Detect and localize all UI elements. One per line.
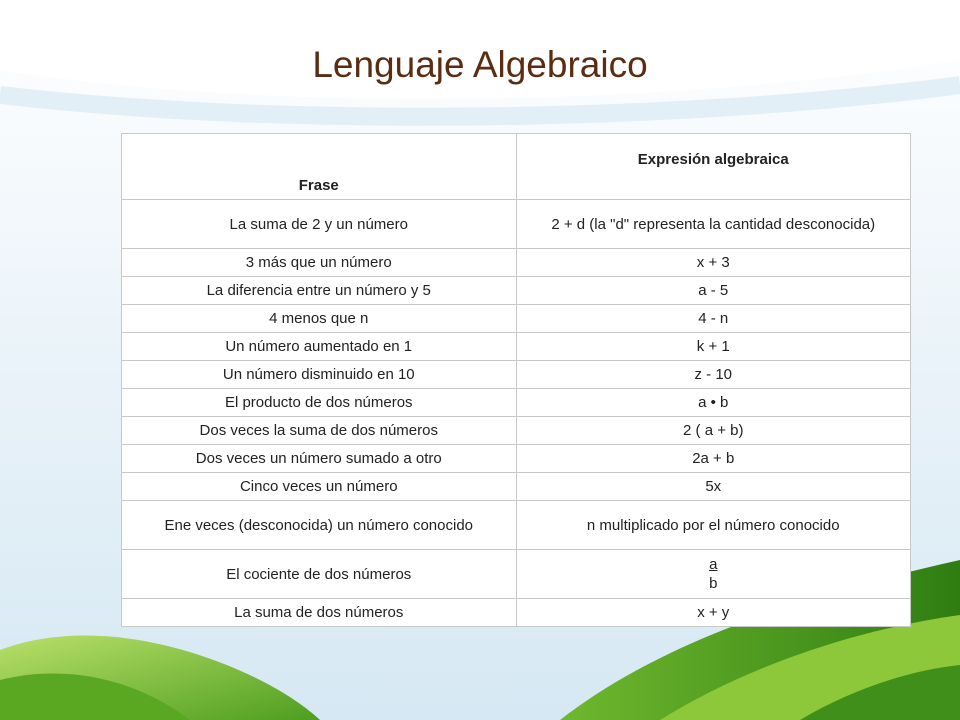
phrase-cell: El producto de dos números	[122, 389, 517, 417]
expression-cell: a - 5	[516, 277, 911, 305]
phrase-cell: 4 menos que n	[122, 305, 517, 333]
expression-cell: x + 3	[516, 249, 911, 277]
table-row	[122, 599, 911, 627]
phrase-cell: Ene veces (desconocida) un número conocido	[122, 501, 517, 550]
expression-cell: 4 - n	[516, 305, 911, 333]
expression-cell: z - 10	[516, 361, 911, 389]
phrase-cell: Dos veces un número sumado a otro	[122, 445, 517, 473]
phrase-cell: Un número aumentado en 1	[122, 333, 517, 361]
table-row	[122, 277, 911, 305]
table-row	[122, 305, 911, 333]
table-row	[122, 333, 911, 361]
expression-cell: a • b	[516, 389, 911, 417]
expression-cell: 2a + b	[516, 445, 911, 473]
phrase-cell: Cinco veces un número	[122, 473, 517, 501]
expression-cell	[516, 550, 911, 599]
expression-cell: x + y	[516, 599, 911, 627]
expression-cell: 2 ( a + b)	[516, 417, 911, 445]
table-row	[122, 473, 911, 501]
fraction-denominator: b	[709, 575, 718, 592]
expression-cell: n multiplicado por el número conocido	[516, 501, 911, 550]
phrase-cell: El cociente de dos números	[122, 550, 517, 599]
header-phrase: Frase	[122, 134, 517, 200]
fraction	[709, 555, 717, 593]
fraction-numerator: a	[709, 556, 718, 573]
table-row	[122, 501, 911, 550]
algebra-table	[121, 133, 911, 627]
phrase-cell: La suma de dos números	[122, 599, 517, 627]
phrase-cell: Dos veces la suma de dos números	[122, 417, 517, 445]
slide-title: Lenguaje Algebraico	[312, 44, 648, 85]
table-row	[122, 550, 911, 599]
phrase-cell: Un número disminuido en 10	[122, 361, 517, 389]
phrase-cell: La suma de 2 y un número	[122, 200, 517, 249]
table-row	[122, 249, 911, 277]
table-header-row	[122, 134, 911, 200]
phrase-cell: 3 más que un número	[122, 249, 517, 277]
table-row	[122, 389, 911, 417]
table-row	[122, 417, 911, 445]
table-row	[122, 361, 911, 389]
expression-cell: 2 + d (la "d" representa la cantidad desconocida)	[516, 200, 911, 249]
phrase-cell: La diferencia entre un número y 5	[122, 277, 517, 305]
table-row	[122, 200, 911, 249]
expression-cell: k + 1	[516, 333, 911, 361]
expression-cell: 5x	[516, 473, 911, 501]
header-expression: Expresión algebraica	[516, 134, 911, 200]
table-row	[122, 445, 911, 473]
